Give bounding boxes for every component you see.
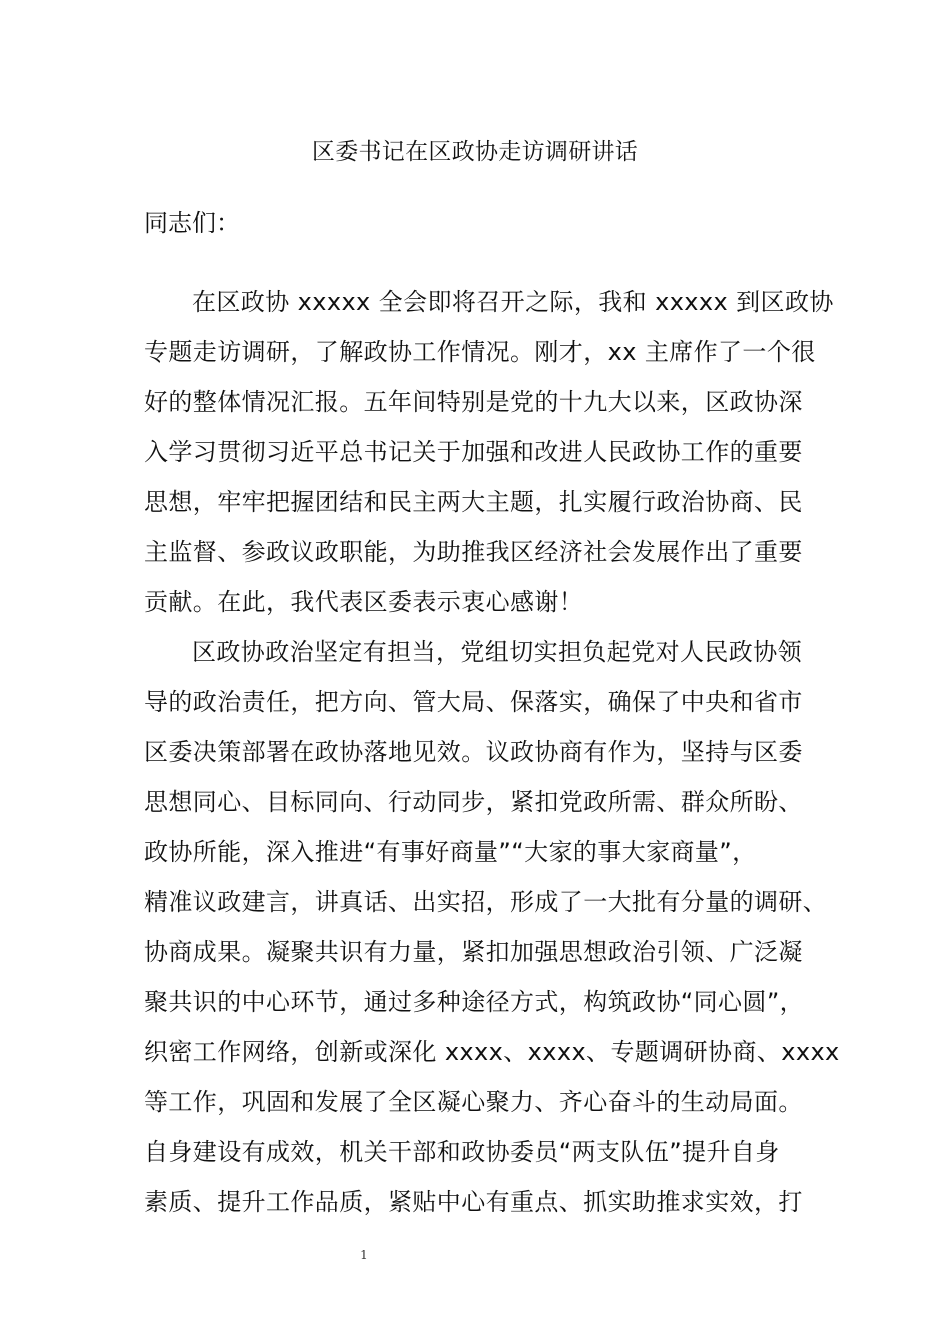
body-line: 精准议政建言，讲真话、出实招，形成了一大批有分量的调研、 <box>144 888 828 916</box>
document-title: 区委书记在区政协走访调研讲话 <box>311 139 639 165</box>
body-line: 入学习贯彻习近平总书记关于加强和改进人民政协工作的重要 <box>144 438 803 466</box>
body-line: 等工作，巩固和发展了全区凝心聚力、齐心奋斗的生动局面。 <box>144 1088 803 1116</box>
body-line: 协商成果。凝聚共识有力量，紧扣加强思想政治引领、广泛凝 <box>144 938 803 966</box>
body-line: 自身建设有成效，机关干部和政协委员“两支队伍”提升自身 <box>144 1138 780 1166</box>
body-line: 思想同心、目标同向、行动同步，紧扣党政所需、群众所盼、 <box>144 788 803 816</box>
body-line: 导的政治责任，把方向、管大局、保落实，确保了中央和省市 <box>144 688 803 716</box>
body-line: 主监督、参政议政职能，为助推我区经济社会发展作出了重要 <box>144 538 803 566</box>
page-number: 1 <box>360 1248 368 1262</box>
body-line: 好的整体情况汇报。五年间特别是党的十九大以来，区政协深 <box>144 388 803 416</box>
body-line: 在区政协 xxxxx 全会即将召开之际，我和 xxxxx 到区政协 <box>192 288 834 316</box>
body-line: 区政协政治坚定有担当，党组切实担负起党对人民政协领 <box>192 638 802 666</box>
body-line: 聚共识的中心环节，通过多种途径方式，构筑政协“同心圆”， <box>144 988 805 1016</box>
body-line: 区委决策部署在政协落地见效。议政协商有作为，坚持与区委 <box>144 738 803 766</box>
body-line: 贡献。在此，我代表区委表示衷心感谢！ <box>144 588 584 616</box>
body-line: 专题走访调研，了解政协工作情况。刚才，xx 主席作了一个很 <box>144 338 816 366</box>
body-line: 织密工作网络，创新或深化 xxxx、xxxx、专题调研协商、xxxx <box>144 1038 840 1066</box>
body-line: 思想，牢牢把握团结和民主两大主题，扎实履行政治协商、民 <box>144 488 803 516</box>
body-line: 政协所能，深入推进“有事好商量”“大家的事大家商量”， <box>144 838 757 866</box>
salutation: 同志们： <box>144 209 240 237</box>
body-line: 素质、提升工作品质，紧贴中心有重点、抓实助推求实效，打 <box>144 1188 803 1216</box>
